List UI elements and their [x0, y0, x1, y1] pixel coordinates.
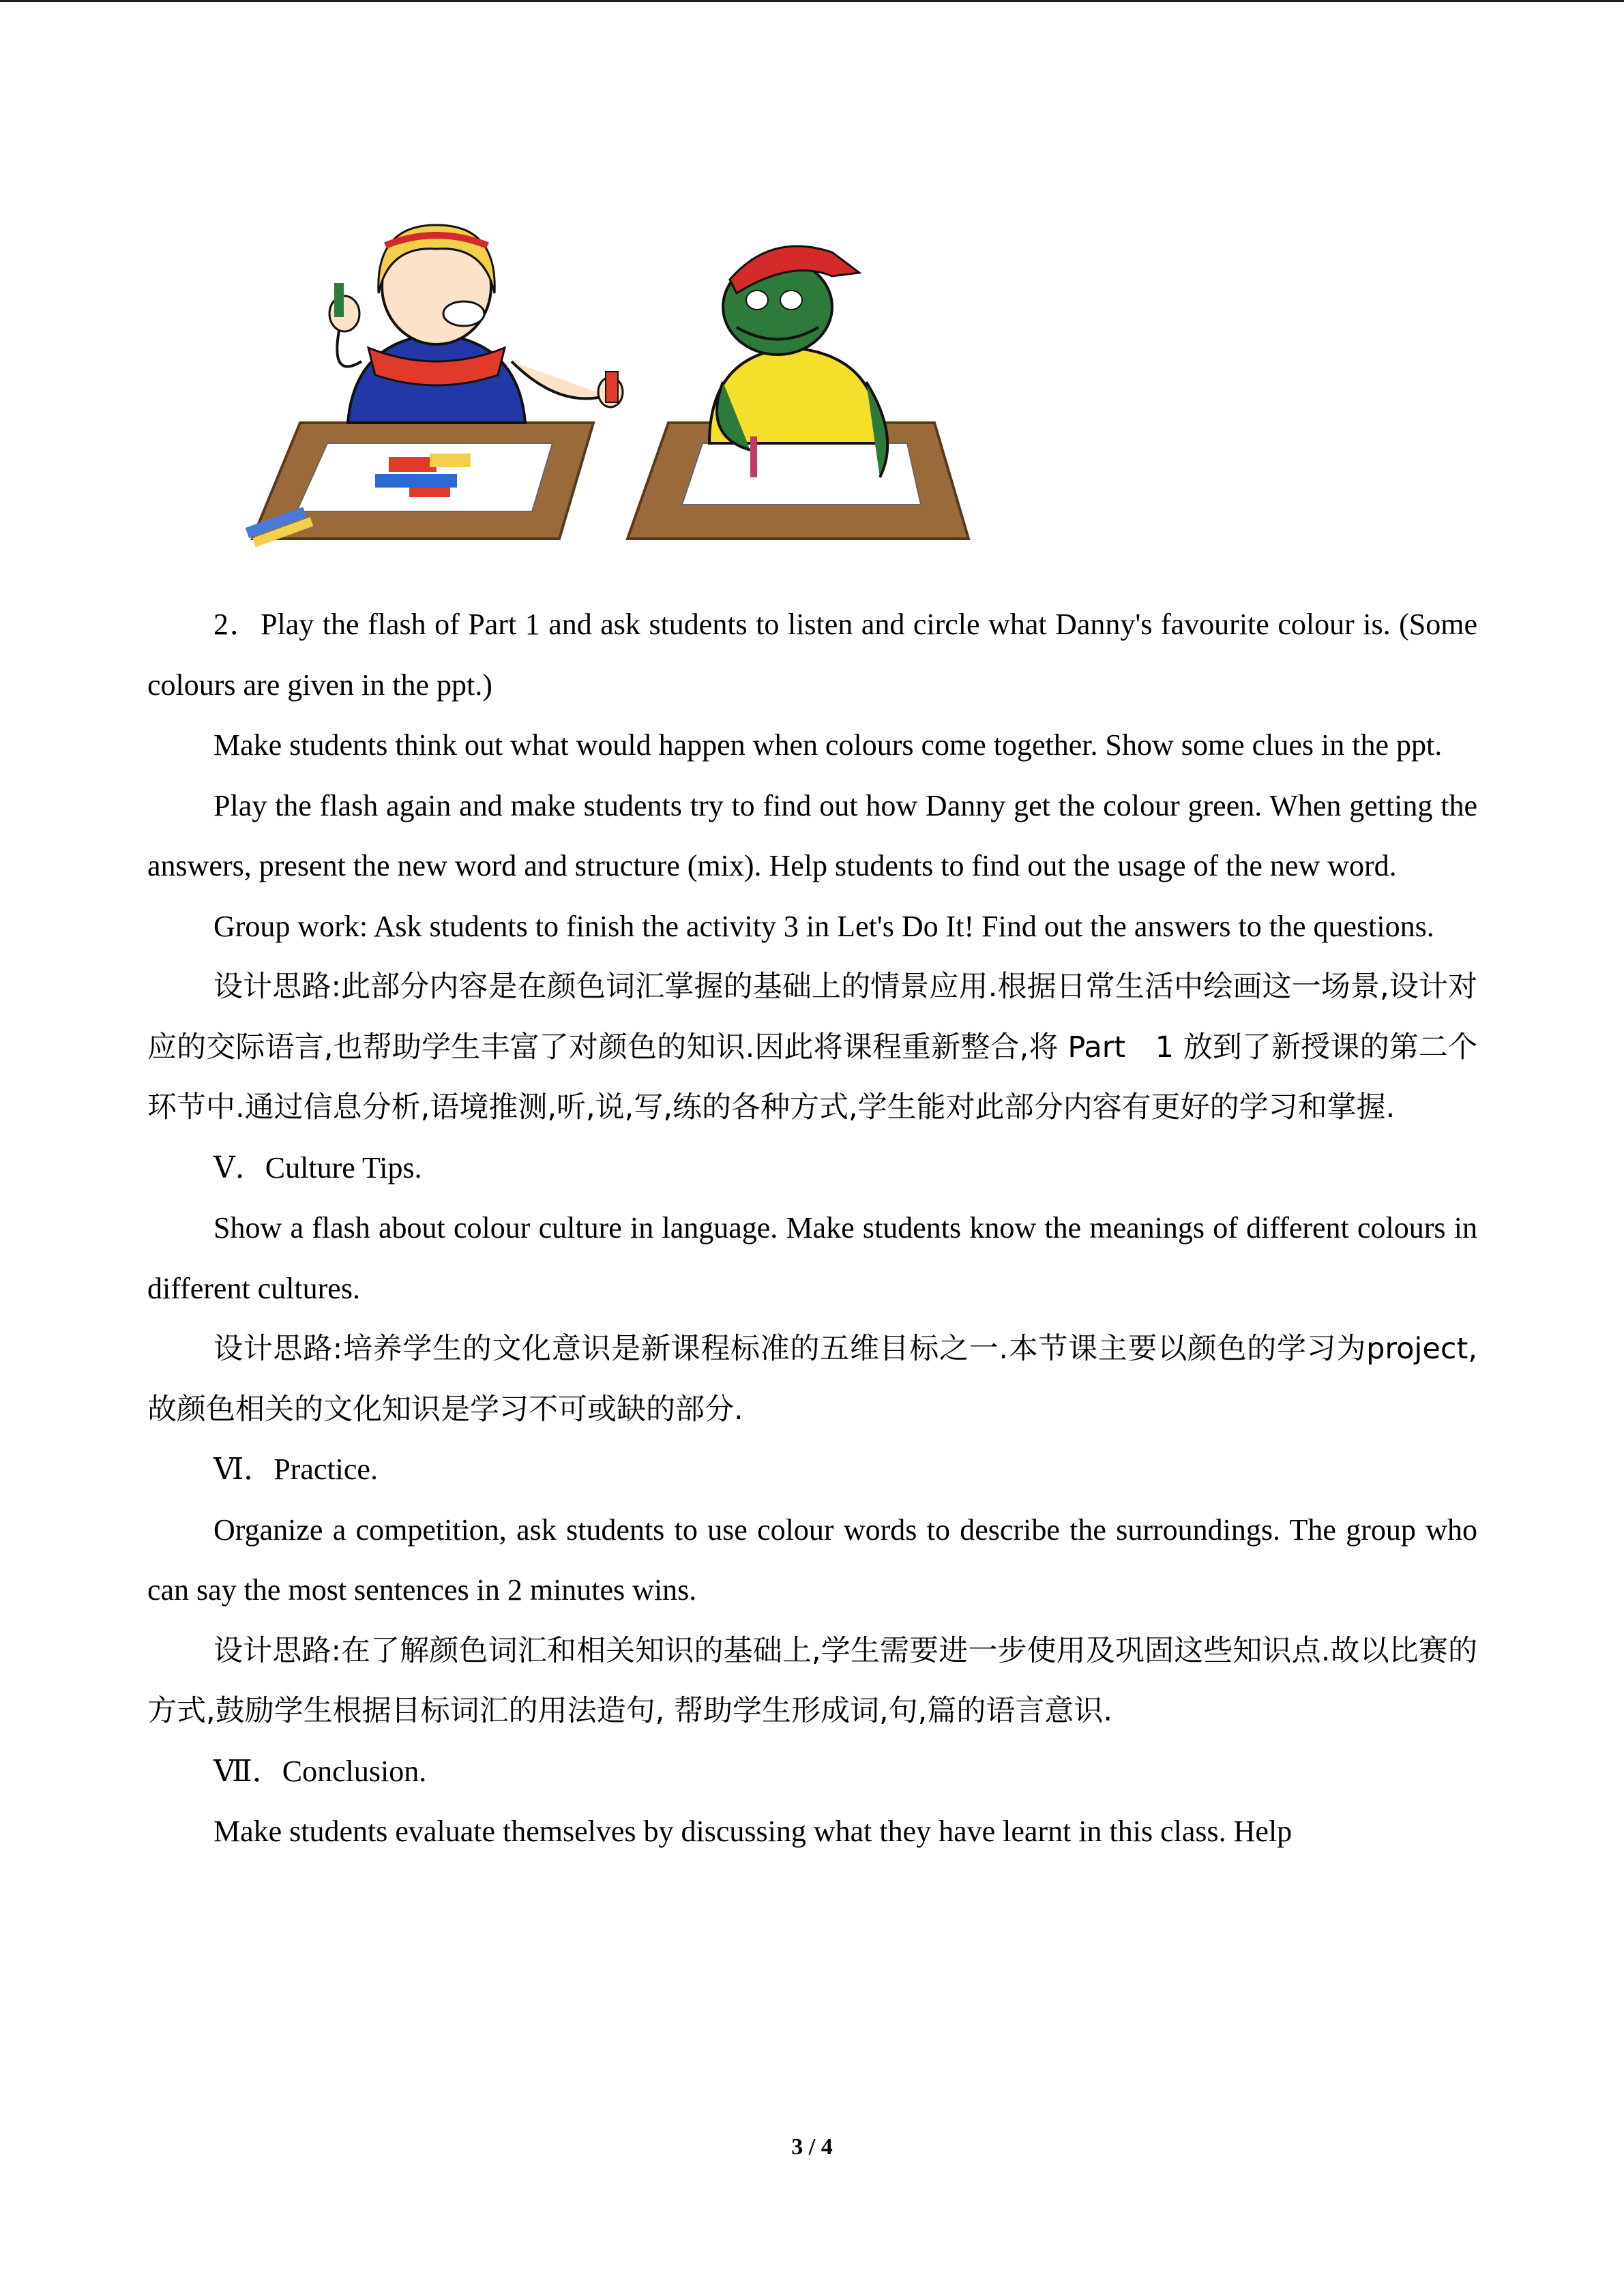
heading-conclusion: Ⅶ．Conclusion. [213, 1754, 427, 1788]
paragraph-culture-flash: Show a flash about colour culture in language. Make students know the meanings of different colours in different cultures. [147, 1211, 1477, 1305]
heading-culture-tips: Ⅴ．Culture Tips. [213, 1150, 422, 1184]
paragraph-design-idea-3: 设计思路:在了解颜色词汇和相关知识的基础上,学生需要进一步使用及巩固这些知识点.故以比赛的方式,鼓励学生根据目标词汇的用法造句, 帮助学生形成词,句,篇的语言意识. [147, 1633, 1477, 1728]
paragraph-group-work: Group work: Ask students to finish the activity 3 in Let's Do It! Find out the answers to the questions. [213, 909, 1434, 943]
paragraph-design-idea-2: 设计思路:培养学生的文化意识是新课程标准的五维目标之一.本节课主要以颜色的学习为project,故颜色相关的文化知识是学习不可或缺的部分. [147, 1332, 1477, 1427]
top-border [0, 0, 1624, 2]
page-number: 3 / 4 [791, 2134, 833, 2160]
paragraph-play-again: Play the flash again and make students try to find out how Danny get the colour green. When getting the answers, present the new word and structure (mix). Help students to find out the usage of the new word. [147, 788, 1477, 882]
paragraph-evaluate: Make students evaluate themselves by discussing what they have learnt in this class. Help [213, 1815, 1293, 1848]
paragraph-competition: Organize a competition, ask students to use colour words to describe the surroundings. The group who can say the most sentences in 2 minutes wins. [147, 1512, 1477, 1607]
heading-practice: Ⅵ．Practice. [213, 1452, 378, 1486]
paragraph-step-2: 2．Play the flash of Part 1 and ask students to listen and circle what Danny's favourite colour is. (Some colours are given in the ppt.) [147, 608, 1477, 702]
paragraph-colours-together: Make students think out what would happen when colours come together. Show some clues in the ppt. [213, 728, 1443, 762]
paragraph-design-idea-1: 设计思路:此部分内容是在颜色词汇掌握的基础上的情景应用.根据日常生活中绘画这一场景,设计对应的交际语言,也帮助学生丰富了对颜色的知识.因此将课程重新整合,将 Part 1 放到了新授课的第二个环节中.通过信息分析,语境推测,听,说,写,练的各种方式,学生能对此部分内容有更好的学习和掌握. [147, 970, 1477, 1124]
document-body [147, 595, 1477, 1862]
children-painting-illustration [232, 218, 982, 559]
